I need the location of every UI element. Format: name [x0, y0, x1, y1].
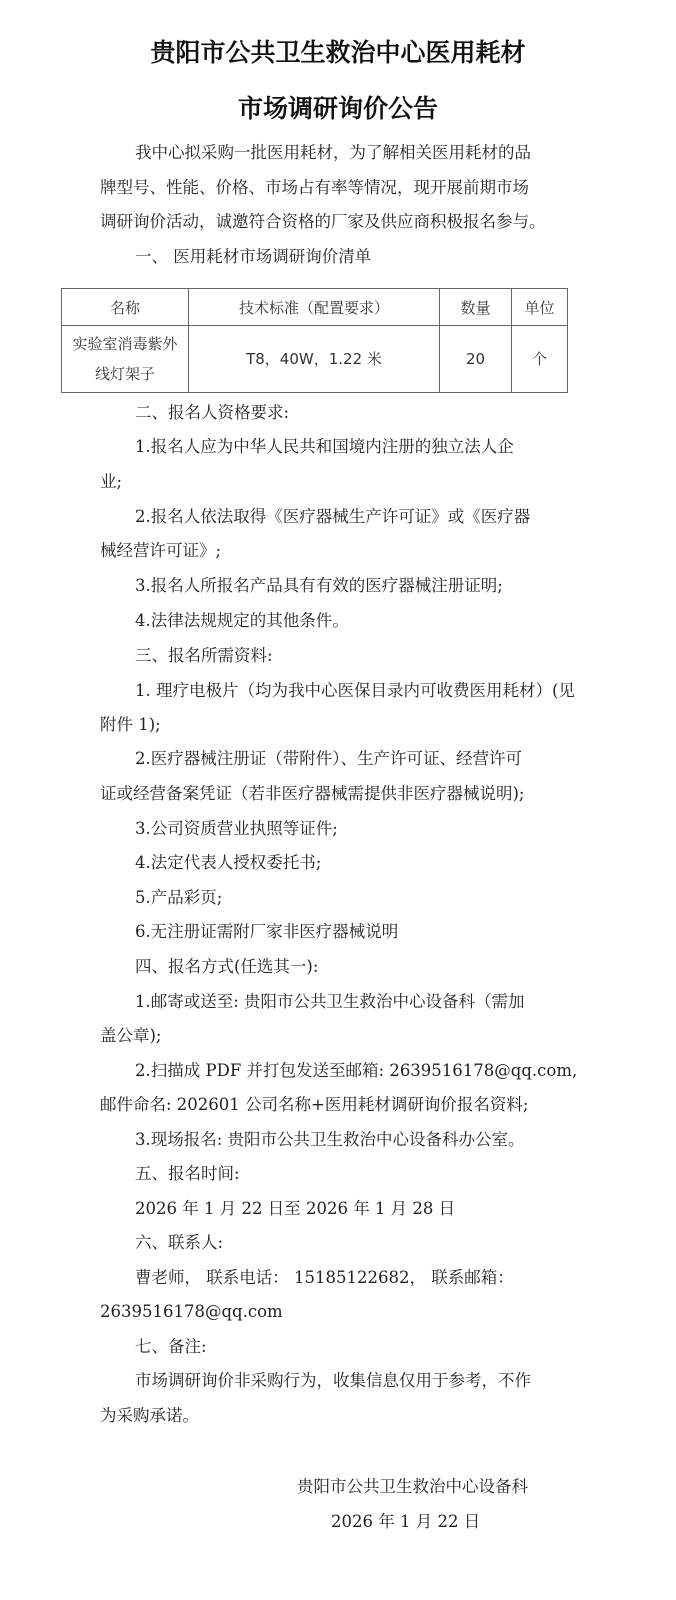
- section-2-line: 2.报名人依法取得《医疗器械生产许可证》或《医疗器: [135, 507, 531, 526]
- section-3-line: 2.医疗器械注册证（带附件）、生产许可证、经营许可: [135, 749, 522, 768]
- section-7-line: 为采购承诺。: [100, 1406, 199, 1425]
- section-2-line: 4.法律法规规定的其他条件。: [135, 611, 349, 630]
- section-2-line: 业;: [100, 472, 123, 491]
- intro-line-2: 牌型号、性能、价格、市场占有率等情况，现开展前期市场: [100, 178, 529, 197]
- section-6-line: 2639516178@qq.com: [100, 1302, 283, 1321]
- section-4-line: 2.扫描成 PDF 并打包发送至邮箱: 2639516178@qq.com,: [135, 1061, 578, 1080]
- header-qty: 数量: [440, 289, 512, 326]
- header-unit: 单位: [512, 289, 568, 326]
- section-3-line: 附件 1);: [100, 715, 161, 734]
- header-spec: 技术标准（配置要求）: [189, 289, 440, 326]
- signature-date: 2026 年 1 月 22 日: [331, 1512, 481, 1531]
- page-title-line-1: 贵阳市公共卫生救治中心医用耗材: [150, 38, 526, 67]
- section-3-line: 4.法定代表人授权委托书;: [135, 853, 322, 872]
- section-4-line: 3.现场报名: 贵阳市公共卫生救治中心设备科办公室。: [135, 1130, 525, 1149]
- section-3-line: 5.产品彩页;: [135, 888, 223, 907]
- cell-qty: 20: [440, 326, 512, 393]
- section-7-line: 市场调研询价非采购行为，收集信息仅用于参考，不作: [135, 1371, 531, 1390]
- section-2-heading: 二、报名人资格要求:: [135, 403, 290, 422]
- section-5-heading: 五、报名时间:: [135, 1164, 240, 1183]
- section-3-line: 证或经营备案凭证（若非医疗器械需提供非医疗器械说明);: [100, 784, 525, 803]
- intro-line-1: 我中心拟采购一批医用耗材，为了解相关医用耗材的品: [135, 143, 531, 162]
- section-7-heading: 七、备注:: [135, 1337, 207, 1356]
- section-1-heading: 一、 医用耗材市场调研询价清单: [135, 247, 372, 266]
- section-4-line: 邮件命名: 202601 公司名称+医用耗材调研询价报名资料;: [100, 1095, 529, 1114]
- cell-spec: T8，40W，1.22 米: [189, 326, 440, 393]
- section-4-heading: 四、报名方式(任选其一):: [135, 957, 319, 976]
- section-3-line: 3.公司资质营业执照等证件;: [135, 819, 338, 838]
- section-3-heading: 三、报名所需资料:: [135, 646, 273, 665]
- section-3-line: 6.无注册证需附厂家非医疗器械说明: [135, 922, 399, 941]
- intro-line-3: 调研询价活动，诚邀符合资格的厂家及供应商积极报名参与。: [100, 212, 546, 231]
- section-4-line: 1.邮寄或送至: 贵阳市公共卫生救治中心设备科（需加: [135, 992, 525, 1011]
- table-header-row: [62, 289, 568, 326]
- page-title-line-2: 市场调研询价公告: [237, 94, 438, 123]
- section-2-line: 械经营许可证》;: [100, 541, 222, 560]
- section-6-heading: 六、联系人:: [135, 1233, 224, 1252]
- cell-unit: 个: [512, 326, 568, 393]
- section-6-line: 曹老师， 联系电话： 15185122682， 联系邮箱：: [135, 1268, 514, 1287]
- header-name: 名称: [62, 289, 189, 326]
- signature-org: 贵阳市公共卫生救治中心设备科: [297, 1477, 528, 1496]
- section-3-line: 1. 理疗电极片（均为我中心医保目录内可收费医用耗材）(见: [135, 681, 575, 700]
- section-4-line: 盖公章);: [100, 1026, 162, 1045]
- section-2-line: 3.报名人所报名产品具有有效的医疗器械注册证明;: [135, 576, 503, 595]
- price-inquiry-table: [61, 288, 568, 393]
- section-5-line: 2026 年 1 月 22 日至 2026 年 1 月 28 日: [135, 1199, 456, 1218]
- cell-name: 实验室消毒紫外线灯架子: [62, 326, 189, 393]
- table-row: [62, 326, 568, 393]
- section-2-line: 1.报名人应为中华人民共和国境内注册的独立法人企: [135, 437, 514, 456]
